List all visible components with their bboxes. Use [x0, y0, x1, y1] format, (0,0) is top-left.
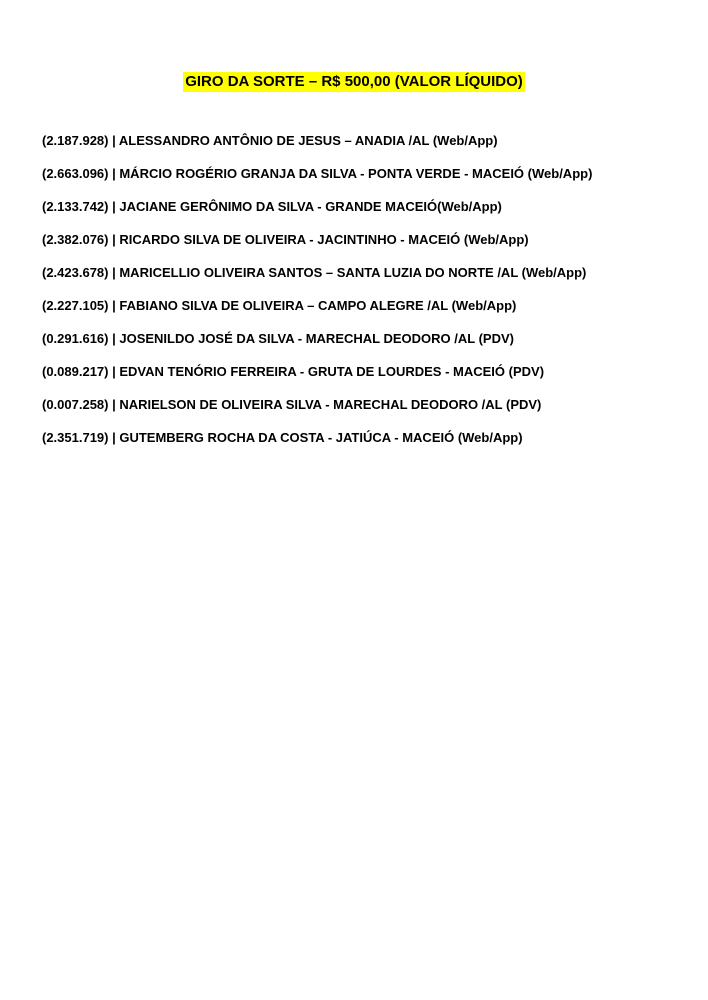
- winner-entry: (2.187.928) | ALESSANDRO ANTÔNIO DE JESUS – ANADIA /AL (Web/App): [42, 133, 498, 148]
- winner-entry: (0.089.217) | EDVAN TENÓRIO FERREIRA - GRUTA DE LOURDES - MACEIÓ (PDV): [42, 364, 545, 379]
- title-container: [0, 72, 708, 92]
- winner-entry: (2.133.742) | JACIANE GERÔNIMO DA SILVA - GRANDE MACEIÓ(Web/App): [42, 199, 502, 214]
- winner-entry: (0.291.616) | JOSENILDO JOSÉ DA SILVA - MARECHAL DEODORO /AL (PDV): [42, 331, 514, 346]
- page-title: GIRO DA SORTE – R$ 500,00 (VALOR LÍQUIDO): [185, 73, 523, 90]
- winner-entry: (2.351.719) | GUTEMBERG ROCHA DA COSTA - JATIÚCA - MACEIÓ (Web/App): [42, 430, 523, 445]
- winner-entry: (2.423.678) | MARICELLIO OLIVEIRA SANTOS – SANTA LUZIA DO NORTE /AL (Web/App): [42, 265, 587, 280]
- winner-entry: (0.007.258) | NARIELSON DE OLIVEIRA SILVA - MARECHAL DEODORO /AL (PDV): [42, 397, 542, 412]
- winner-entry: (2.227.105) | FABIANO SILVA DE OLIVEIRA – CAMPO ALEGRE /AL (Web/App): [42, 298, 517, 313]
- winner-entry: (2.382.076) | RICARDO SILVA DE OLIVEIRA - JACINTINHO - MACEIÓ (Web/App): [42, 232, 529, 247]
- winners-list: [42, 132, 682, 462]
- winner-entry: (2.663.096) | MÁRCIO ROGÉRIO GRANJA DA SILVA - PONTA VERDE - MACEIÓ (Web/App): [42, 166, 593, 181]
